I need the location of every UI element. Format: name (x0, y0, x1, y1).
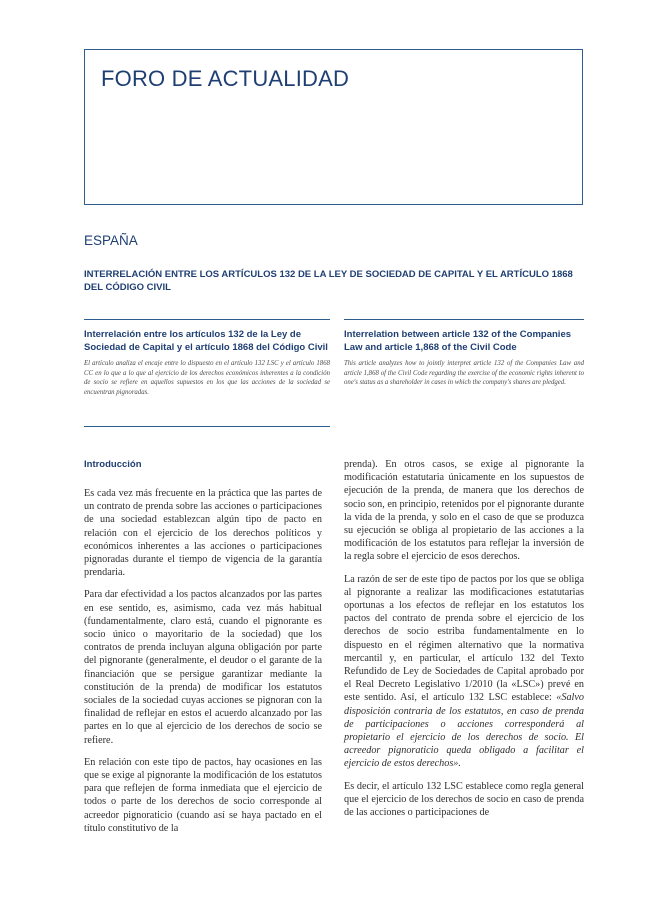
body-paragraph: En relación con este tipo de pactos, hay ocasiones en las que se exige al pignorante la modificación de los estatutos para que reflejen de forma inmediata que el ejercicio de todos o parte de los derechos de socio corresponde al acreedor pignoraticio (cuando así se haya pactado en el título constitutivo de la (84, 756, 322, 834)
abstract-english (344, 319, 584, 388)
article-headline: INTERRELACIÓN ENTRE LOS ARTÍCULOS 132 DE LA LEY DE SOCIEDAD DE CAPITAL Y EL ARTÍCULO 1868 DEL CÓDIGO CIVIL (84, 269, 573, 293)
body-column-right (344, 458, 584, 828)
body-paragraph: Es decir, el artículo 132 LSC establece como regla general que el ejercicio de los derechos de socio en caso de prenda de las acciones o participaciones de (344, 780, 584, 819)
abstract-spanish (84, 319, 330, 427)
abstract-english-text: This article analyzes how to jointly interpret article 132 of the Companies Law and article 1,868 of the Civil Code regarding the exercise of the economic rights inherent to one's status as a shareholder in cases in which the company's shares are pledged. (344, 360, 584, 386)
section-title: FORO DE ACTUALIDAD (101, 66, 350, 91)
body-column-left (84, 458, 322, 844)
abstract-english-title: Interrelation between article 132 of the Companies Law and article 1,868 of the Civil Code (344, 329, 572, 353)
body-paragraph: prenda). En otros casos, se exige al pignorante la modificación estatutaria únicamente en los supuestos de ejecución de la prenda, de manera que los derechos de socio son, en principio, retenidos por el pignorante durante la vida de la prenda, y solo en el caso de que se produzca su ejecución se obliga al propietario de las acciones a la modificación de los estatutos para reflejar la inversión de la regla sobre el ejercicio de esos derechos. (344, 459, 584, 563)
country-heading: ESPAÑA (84, 233, 138, 248)
abstract-spanish-text: El artículo analiza el encaje entre lo dispuesto en el artículo 132 LSC y el artículo 1868 CC en lo que a lo que al ejercicio de los derechos económicos inherentes a la condición de socio se refiere en aquellos supuestos en los que las acciones de la sociedad se encuentran pignoradas. (84, 360, 330, 396)
body-text: La razón de ser de este tipo de pactos por los que se obliga al pignorante a realizar las modificaciones estatutarias oportunas a los efectos de reflejar en los estatutos los pactos del contrato de prenda sobre el ejercicio de los derechos de socio estriba fundamentalmente en lo dispuesto en el régimen alternativo que la normativa mercantil y, en particular, el artículo 132 del Texto Refundido de Ley de Sociedades de Capital aprobado por el Real Decreto Legislativo 1/2010 (la «LSC») prevé en este sentido. Así, el artículo 132 LSC establece: (344, 573, 584, 704)
intro-heading: Introducción (84, 459, 142, 470)
body-paragraph (344, 573, 584, 771)
body-paragraph: Es cada vez más frecuente en la práctica que las partes de un contrato de prenda sobre las acciones o participaciones de una sociedad establezcan algún tipo de pacto en relación con el ejercicio de los derechos políticos y económicos inherentes a las acciones o participaciones pignoradas durante el tiempo de vigencia de la garantía prendaria. (84, 488, 322, 579)
abstract-spanish-title: Interrelación entre los artículos 132 de la Ley de Sociedad de Capital y el artículo 1868 del Código Civil (84, 329, 328, 353)
legal-quote: «Salvo disposición contraria de los estatutos, en caso de prenda de participaciones o acciones corresponderá al propietario el ejercicio de los derechos de socio. El acreedor pignoraticio queda obligado a facilitar el ejercicio de estos derechos». (344, 692, 584, 770)
body-paragraph: Para dar efectividad a los pactos alcanzados por las partes en ese sentido, es, asimismo, cada vez más habitual (fundamentalmente, claro está, cuando el pignorante es socio único o mayoritario de la sociedad) que los contratos de prenda incluyan alguna obligación por parte del pignorante (generalmente, el deudor o el garante de la financiación que se persigue garantizar mediante la constitución de la prenda) de modificar los estatutos sociales de la sociedad cuyas acciones se pignoran con la finalidad de reflejar en estos el acuerdo alcanzado por las partes en lo que al ejercicio de los derechos de socio se refiere. (84, 589, 322, 746)
